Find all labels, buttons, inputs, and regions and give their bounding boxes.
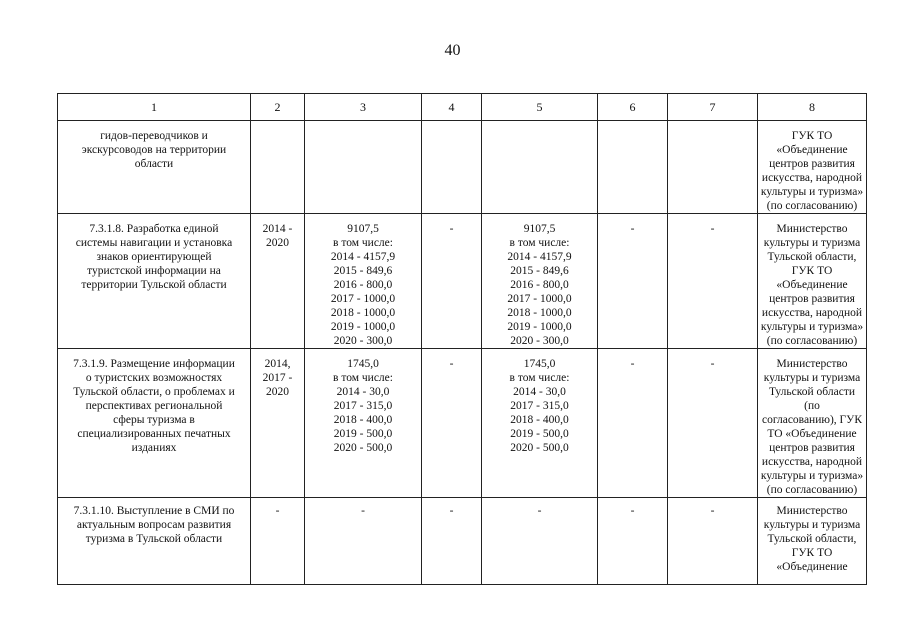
period-cell: 2014, 2017 - 2020 xyxy=(251,349,305,498)
col4-cell: - xyxy=(422,349,482,498)
table-row xyxy=(58,349,867,498)
header-cell: 2 xyxy=(251,94,305,121)
col5-cell xyxy=(482,121,598,214)
responsible-cell: Министерство культуры и туризма Тульской области, ГУК ТО «Объединение xyxy=(758,498,867,585)
responsible-cell: ГУК ТО «Объединение центров развития искусства, народной культуры и туризма» (по согласованию) xyxy=(758,121,867,214)
measure-name-cell: 7.3.1.8. Разработка единой системы навигации и установка знаков ориентирующей туристской информации на территории Тульской области xyxy=(58,214,251,349)
total-funding-cell: - xyxy=(305,498,422,585)
col6-cell: - xyxy=(598,349,668,498)
col4-cell xyxy=(422,121,482,214)
table-row xyxy=(58,498,867,585)
table-row xyxy=(58,214,867,349)
col7-cell xyxy=(668,121,758,214)
header-cell: 3 xyxy=(305,94,422,121)
measure-name-cell: 7.3.1.9. Размещение информации о туристских возможностях Тульской области, о проблемах и перспективах региональной сферы туризма в специализированных печатных изданиях xyxy=(58,349,251,498)
period-cell: - xyxy=(251,498,305,585)
table-row xyxy=(58,121,867,214)
col6-cell: - xyxy=(598,214,668,349)
col6-cell xyxy=(598,121,668,214)
header-cell: 6 xyxy=(598,94,668,121)
col7-cell: - xyxy=(668,498,758,585)
measure-name-cell: 7.3.1.10. Выступление в СМИ по актуальным вопросам развития туризма в Тульской области xyxy=(58,498,251,585)
col6-cell: - xyxy=(598,498,668,585)
measure-name-cell: гидов-переводчиков и экскурсоводов на территории области xyxy=(58,121,251,214)
total-funding-cell: 9107,5 в том числе: 2014 - 4157,9 2015 - 849,6 2016 - 800,0 2017 - 1000,0 2018 - 1000,0 2019 - 1000,0 2020 - 300,0 xyxy=(305,214,422,349)
period-cell xyxy=(251,121,305,214)
table-header-row xyxy=(58,94,867,121)
col7-cell: - xyxy=(668,349,758,498)
col5-cell: - xyxy=(482,498,598,585)
col4-cell: - xyxy=(422,214,482,349)
header-cell: 4 xyxy=(422,94,482,121)
page-number: 40 xyxy=(444,42,461,59)
responsible-cell: Министерство культуры и туризма Тульской области (по согласованию), ГУК ТО «Объединение центров развития искусства, народной культуры и туризма» (по согласованию) xyxy=(758,349,867,498)
responsible-cell: Министерство культуры и туризма Тульской области, ГУК ТО «Объединение центров развития искусства, народной культуры и туризма» (по согласованию) xyxy=(758,214,867,349)
period-cell: 2014 - 2020 xyxy=(251,214,305,349)
header-cell: 8 xyxy=(758,94,867,121)
total-funding-cell xyxy=(305,121,422,214)
col5-cell: 1745,0 в том числе: 2014 - 30,0 2017 - 315,0 2018 - 400,0 2019 - 500,0 2020 - 500,0 xyxy=(482,349,598,498)
header-cell: 7 xyxy=(668,94,758,121)
col5-cell: 9107,5 в том числе: 2014 - 4157,9 2015 - 849,6 2016 - 800,0 2017 - 1000,0 2018 - 1000,0 2019 - 1000,0 2020 - 300,0 xyxy=(482,214,598,349)
total-funding-cell: 1745,0 в том числе: 2014 - 30,0 2017 - 315,0 2018 - 400,0 2019 - 500,0 2020 - 500,0 xyxy=(305,349,422,498)
header-cell: 5 xyxy=(482,94,598,121)
measures-table xyxy=(57,93,867,585)
col7-cell: - xyxy=(668,214,758,349)
header-cell: 1 xyxy=(58,94,251,121)
col4-cell: - xyxy=(422,498,482,585)
